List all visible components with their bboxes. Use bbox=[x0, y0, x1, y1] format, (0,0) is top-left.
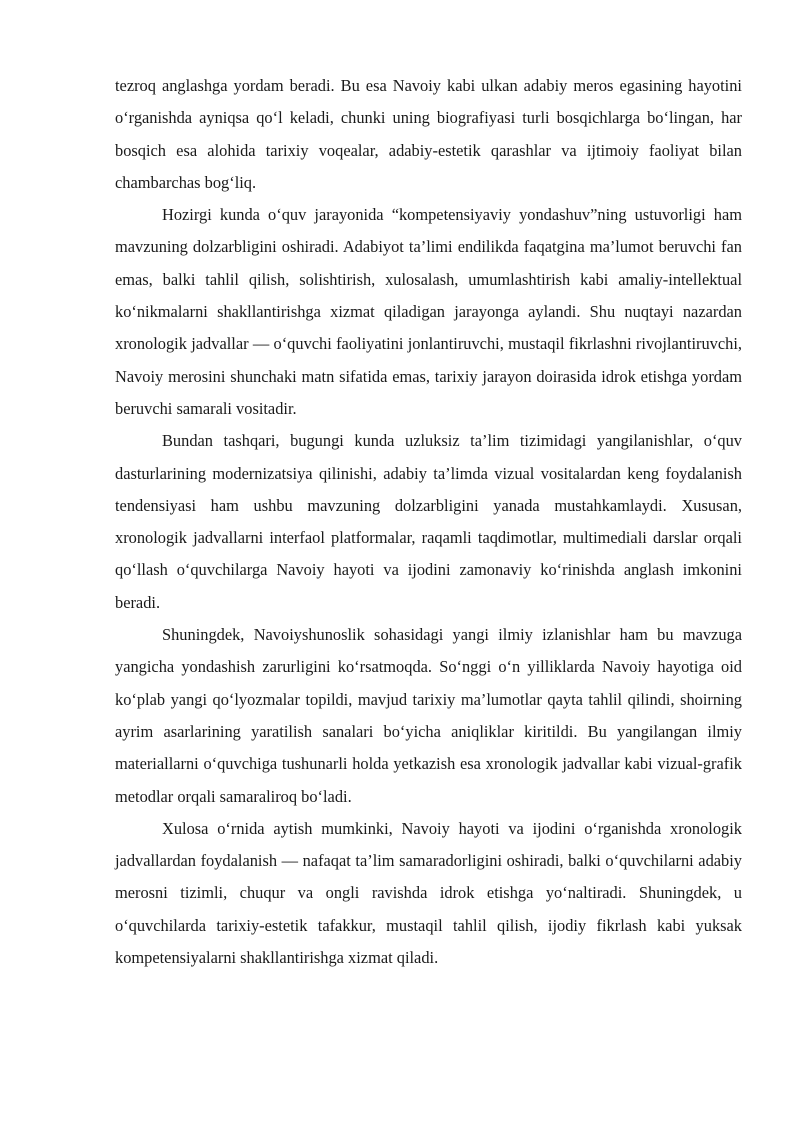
document-page bbox=[115, 70, 742, 974]
paragraph-navoi-studies: Shuningdek, Navoiyshunoslik sohasidagi yangi ilmiy izlanishlar ham bu mavzuga yangicha yondashish zarurligini ko‘rsatmoqda. So‘nggi o‘n yilliklarda Navoiy hayotiga oid ko‘plab yangi qo‘lyozmalar topildi, mavjud tarixiy ma’lumotlar qayta tahlil qilindi, shoirning ayrim asarlarining yaratilish sanalari bo‘yicha aniqliklar kiritildi. Bu yangilangan ilmiy materiallarni o‘quvchiga tushunarli holda yetkazish esa xronologik jadvallar kabi vizual-grafik metodlar orqali samaraliroq bo‘ladi. bbox=[115, 625, 742, 806]
paragraph-education-updates: Bundan tashqari, bugungi kunda uzluksiz ta’lim tizimidagi yangilanishlar, o‘quv dasturlarining modernizatsiya qilinishi, adabiy ta’limda vizual vositalardan keng foydalanish tendensiyasi ham ushbu mavzuning dolzarbligini yanada mustahkamlaydi. Xususan, xronologik jadvallarni interfaol platformalar, raqamli taqdimotlar, multimediali darslar orqali qo‘llash o‘quvchilarga Navoiy hayoti va ijodini zamonaviy ko‘rinishda anglash imkonini beradi. bbox=[115, 431, 742, 612]
paragraph-continuation: tezroq anglashga yordam beradi. Bu esa Navoiy kabi ulkan adabiy meros egasining hayotini o‘rganishda ayniqsa qo‘l keladi, chunki uning biografiyasi turli bosqichlarga bo‘lingan, har bosqich esa alohida tarixiy voqealar, adabiy-estetik qarashlar va ijtimoiy faoliyat bilan chambarchas bog‘liq. bbox=[115, 76, 742, 192]
paragraph-competency-approach: Hozirgi kunda o‘quv jarayonida “kompetensiyaviy yondashuv”ning ustuvorligi ham mavzuning dolzarbligini oshiradi. Adabiyot ta’limi endilikda faqatgina ma’lumot beruvchi fan emas, balki tahlil qilish, solishtirish, xulosalash, umumlashtirish kabi amaliy-intellektual ko‘nikmalarni shakllantirishga xizmat qiladigan jarayonga aylandi. Shu nuqtayi nazardan xronologik jadvallar — o‘quvchi faoliyatini jonlantiruvchi, mustaqil fikrlashni rivojlantiruvchi, Navoiy merosini shunchaki matn sifatida emas, tarixiy jarayon doirasida idrok etishga yordam beruvchi samarali vositadir. bbox=[115, 205, 742, 418]
paragraph-conclusion: Xulosa o‘rnida aytish mumkinki, Navoiy hayoti va ijodini o‘rganishda xronologik jadvallardan foydalanish — nafaqat ta’lim samaradorligini oshiradi, balki o‘quvchilarni adabiy merosni tizimli, chuqur va ongli ravishda idrok etishga yo‘naltiradi. Shuningdek, u o‘quvchilarda tarixiy-estetik tafakkur, mustaqil tahlil qilish, ijodiy fikrlash kabi yuksak kompetensiyalarni shakllantirishga xizmat qiladi. bbox=[115, 818, 742, 968]
